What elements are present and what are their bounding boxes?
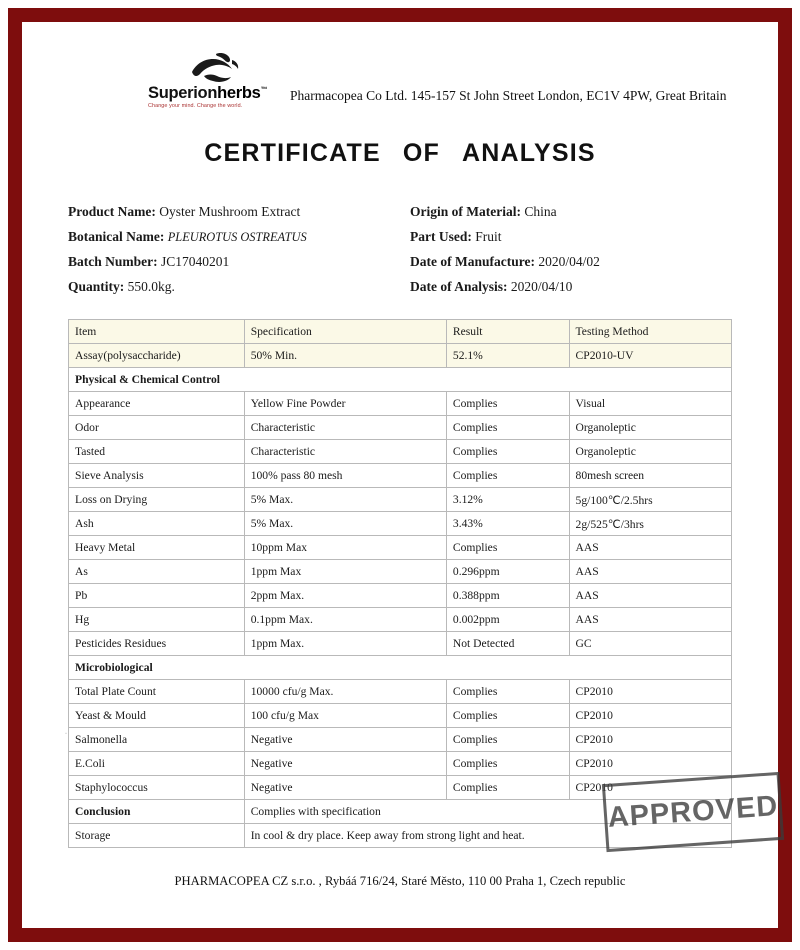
dragon-logo-icon bbox=[186, 50, 242, 84]
table-row bbox=[69, 704, 732, 728]
conclusion-label: Conclusion bbox=[69, 800, 245, 824]
cell-testing-method: AAS bbox=[569, 608, 731, 632]
table-row bbox=[69, 512, 732, 536]
cell-testing-method: 80mesh screen bbox=[569, 464, 731, 488]
cell-item: Assay(polysaccharide) bbox=[69, 344, 245, 368]
table-row bbox=[69, 344, 732, 368]
meta-label-batch-number: Batch Number: bbox=[68, 253, 158, 269]
cell-specification: Negative bbox=[244, 728, 446, 752]
brand-name-light: Superion bbox=[148, 84, 218, 102]
cell-result: Complies bbox=[446, 680, 569, 704]
storage-label: Storage bbox=[69, 824, 245, 848]
meta-row-part-used bbox=[410, 229, 742, 246]
certificate-content bbox=[24, 24, 776, 926]
page-title bbox=[68, 139, 732, 168]
table-header-row bbox=[69, 320, 732, 344]
cell-testing-method: Visual bbox=[569, 392, 731, 416]
table-section-row bbox=[69, 656, 732, 680]
cell-specification: 1ppm Max bbox=[244, 560, 446, 584]
cell-testing-method: GC bbox=[569, 632, 731, 656]
cell-testing-method: AAS bbox=[569, 536, 731, 560]
table-row bbox=[69, 536, 732, 560]
company-address-line: Pharmacopea Co Ltd. 145-157 St John Street London, EC1V 4PW, Great Britain bbox=[290, 87, 727, 103]
cell-testing-method: 5g/100℃/2.5hrs bbox=[569, 488, 731, 512]
conclusion-value: Complies with specification bbox=[244, 800, 731, 824]
page-artifact: · bbox=[64, 726, 68, 740]
table-conclusion-row bbox=[69, 800, 732, 824]
table-section-label: Physical & Chemical Control bbox=[69, 368, 732, 392]
table-row bbox=[69, 608, 732, 632]
cell-result: 0.388ppm bbox=[446, 584, 569, 608]
cell-specification: 50% Min. bbox=[244, 344, 446, 368]
cell-result: Complies bbox=[446, 440, 569, 464]
meta-value-date-analysis: 2020/04/10 bbox=[510, 278, 573, 294]
table-storage-row bbox=[69, 824, 732, 848]
meta-value-quantity: 550.0kg. bbox=[127, 278, 175, 294]
cell-testing-method: CP2010-UV bbox=[569, 344, 731, 368]
cell-item: Odor bbox=[69, 416, 245, 440]
cell-result: 52.1% bbox=[446, 344, 569, 368]
cell-specification: 100 cfu/g Max bbox=[244, 704, 446, 728]
cell-specification: 10000 cfu/g Max. bbox=[244, 680, 446, 704]
table-row bbox=[69, 488, 732, 512]
cell-item: Yeast & Mould bbox=[69, 704, 245, 728]
meta-column-right bbox=[400, 204, 742, 304]
table-row bbox=[69, 464, 732, 488]
meta-label-quantity: Quantity: bbox=[68, 278, 125, 294]
cell-specification: 5% Max. bbox=[244, 512, 446, 536]
brand-name-bold: herbs bbox=[217, 84, 261, 102]
cell-result: Complies bbox=[446, 536, 569, 560]
cell-item: Tasted bbox=[69, 440, 245, 464]
meta-row-botanical-name bbox=[68, 229, 400, 246]
meta-row-date-manufacture bbox=[410, 254, 742, 271]
cell-result: Complies bbox=[446, 464, 569, 488]
cell-specification: Negative bbox=[244, 776, 446, 800]
cell-result: Complies bbox=[446, 752, 569, 776]
meta-label-origin: Origin of Material: bbox=[410, 203, 521, 219]
cell-specification: Yellow Fine Powder bbox=[244, 392, 446, 416]
cell-result: Complies bbox=[446, 776, 569, 800]
cell-item: As bbox=[69, 560, 245, 584]
cell-item: Staphylococcus bbox=[69, 776, 245, 800]
cell-item: Heavy Metal bbox=[69, 536, 245, 560]
cell-result: Complies bbox=[446, 728, 569, 752]
cell-item: Sieve Analysis bbox=[69, 464, 245, 488]
cell-result: Complies bbox=[446, 416, 569, 440]
cell-specification: 2ppm Max. bbox=[244, 584, 446, 608]
cell-testing-method: Organoleptic bbox=[569, 440, 731, 464]
meta-label-date-analysis: Date of Analysis: bbox=[410, 278, 508, 294]
cell-item: Total Plate Count bbox=[69, 680, 245, 704]
cell-item: Appearance bbox=[69, 392, 245, 416]
meta-label-date-manufacture: Date of Manufacture: bbox=[410, 253, 535, 269]
table-section-label: Microbiological bbox=[69, 656, 732, 680]
brand-logo bbox=[148, 50, 280, 109]
meta-label-part-used: Part Used: bbox=[410, 228, 472, 244]
cell-testing-method: CP2010 bbox=[569, 752, 731, 776]
meta-value-date-manufacture: 2020/04/02 bbox=[538, 253, 600, 269]
column-header-testing-method: Testing Method bbox=[569, 320, 731, 344]
meta-value-batch-number: JC17040201 bbox=[161, 253, 230, 269]
cell-item: Loss on Drying bbox=[69, 488, 245, 512]
table-row bbox=[69, 776, 732, 800]
cell-specification: Characteristic bbox=[244, 440, 446, 464]
cell-item: Ash bbox=[69, 512, 245, 536]
meta-label-product-name: Product Name: bbox=[68, 203, 156, 219]
document-header bbox=[68, 50, 732, 109]
cell-testing-method: 2g/525℃/3hrs bbox=[569, 512, 731, 536]
analysis-table bbox=[68, 319, 732, 848]
approved-stamp-text: APPROVED bbox=[606, 789, 780, 834]
title-word-certificate: CERTIFICATE bbox=[204, 138, 381, 167]
cell-testing-method: CP2010 bbox=[569, 680, 731, 704]
table-row bbox=[69, 680, 732, 704]
cell-specification: 10ppm Max bbox=[244, 536, 446, 560]
analysis-table-body bbox=[69, 320, 732, 848]
meta-column-left bbox=[68, 204, 400, 304]
meta-row-date-analysis bbox=[410, 279, 742, 296]
meta-row-origin bbox=[410, 204, 742, 221]
cell-result: 3.43% bbox=[446, 512, 569, 536]
meta-value-product-name: Oyster Mushroom Extract bbox=[159, 203, 301, 219]
table-row bbox=[69, 440, 732, 464]
table-row bbox=[69, 392, 732, 416]
meta-row-product-name bbox=[68, 204, 400, 221]
cell-specification: Negative bbox=[244, 752, 446, 776]
meta-row-quantity bbox=[68, 279, 400, 296]
footer-address: PHARMACOPEA CZ s.r.o. , Rybáá 716/24, Staré Město, 110 00 Praha 1, Czech republic bbox=[174, 874, 626, 889]
brand-wordmark bbox=[148, 85, 280, 102]
table-row bbox=[69, 728, 732, 752]
cell-item: Pb bbox=[69, 584, 245, 608]
meta-value-part-used: Fruit bbox=[475, 228, 502, 244]
cell-result: Complies bbox=[446, 392, 569, 416]
cell-item: Hg bbox=[69, 608, 245, 632]
cell-testing-method: CP2010 bbox=[569, 704, 731, 728]
table-row bbox=[69, 560, 732, 584]
cell-testing-method: CP2010 bbox=[569, 776, 731, 800]
cell-result: Complies bbox=[446, 704, 569, 728]
cell-item: E.Coli bbox=[69, 752, 245, 776]
trademark-symbol: ™ bbox=[260, 86, 268, 94]
brand-tagline: Change your mind. Change the world. bbox=[148, 102, 243, 109]
title-word-of: OF bbox=[402, 138, 441, 167]
table-row bbox=[69, 416, 732, 440]
cell-specification: 100% pass 80 mesh bbox=[244, 464, 446, 488]
cell-testing-method: AAS bbox=[569, 584, 731, 608]
column-header-specification: Specification bbox=[244, 320, 446, 344]
cell-specification: Characteristic bbox=[244, 416, 446, 440]
cell-item: Salmonella bbox=[69, 728, 245, 752]
cell-specification: 5% Max. bbox=[244, 488, 446, 512]
meta-row-batch-number bbox=[68, 254, 400, 271]
column-header-result: Result bbox=[446, 320, 569, 344]
cell-result: 0.002ppm bbox=[446, 608, 569, 632]
meta-value-botanical-name: PLEUROTUS OSTREATUS bbox=[167, 229, 307, 244]
column-header-item: Item bbox=[69, 320, 245, 344]
table-section-row bbox=[69, 368, 732, 392]
meta-label-botanical-name: Botanical Name: bbox=[68, 228, 165, 244]
cell-testing-method: AAS bbox=[569, 560, 731, 584]
cell-result: 3.12% bbox=[446, 488, 569, 512]
product-meta bbox=[68, 204, 732, 304]
cell-specification: 0.1ppm Max. bbox=[244, 608, 446, 632]
cell-testing-method: Organoleptic bbox=[569, 416, 731, 440]
table-row bbox=[69, 584, 732, 608]
cell-item: Pesticides Residues bbox=[69, 632, 245, 656]
storage-value: In cool & dry place. Keep away from strong light and heat. bbox=[244, 824, 731, 848]
cell-specification: 1ppm Max. bbox=[244, 632, 446, 656]
title-word-analysis: ANALYSIS bbox=[462, 138, 596, 167]
cell-result: Not Detected bbox=[446, 632, 569, 656]
meta-value-origin: China bbox=[524, 203, 557, 219]
table-row bbox=[69, 752, 732, 776]
table-row bbox=[69, 632, 732, 656]
cell-testing-method: CP2010 bbox=[569, 728, 731, 752]
cell-result: 0.296ppm bbox=[446, 560, 569, 584]
